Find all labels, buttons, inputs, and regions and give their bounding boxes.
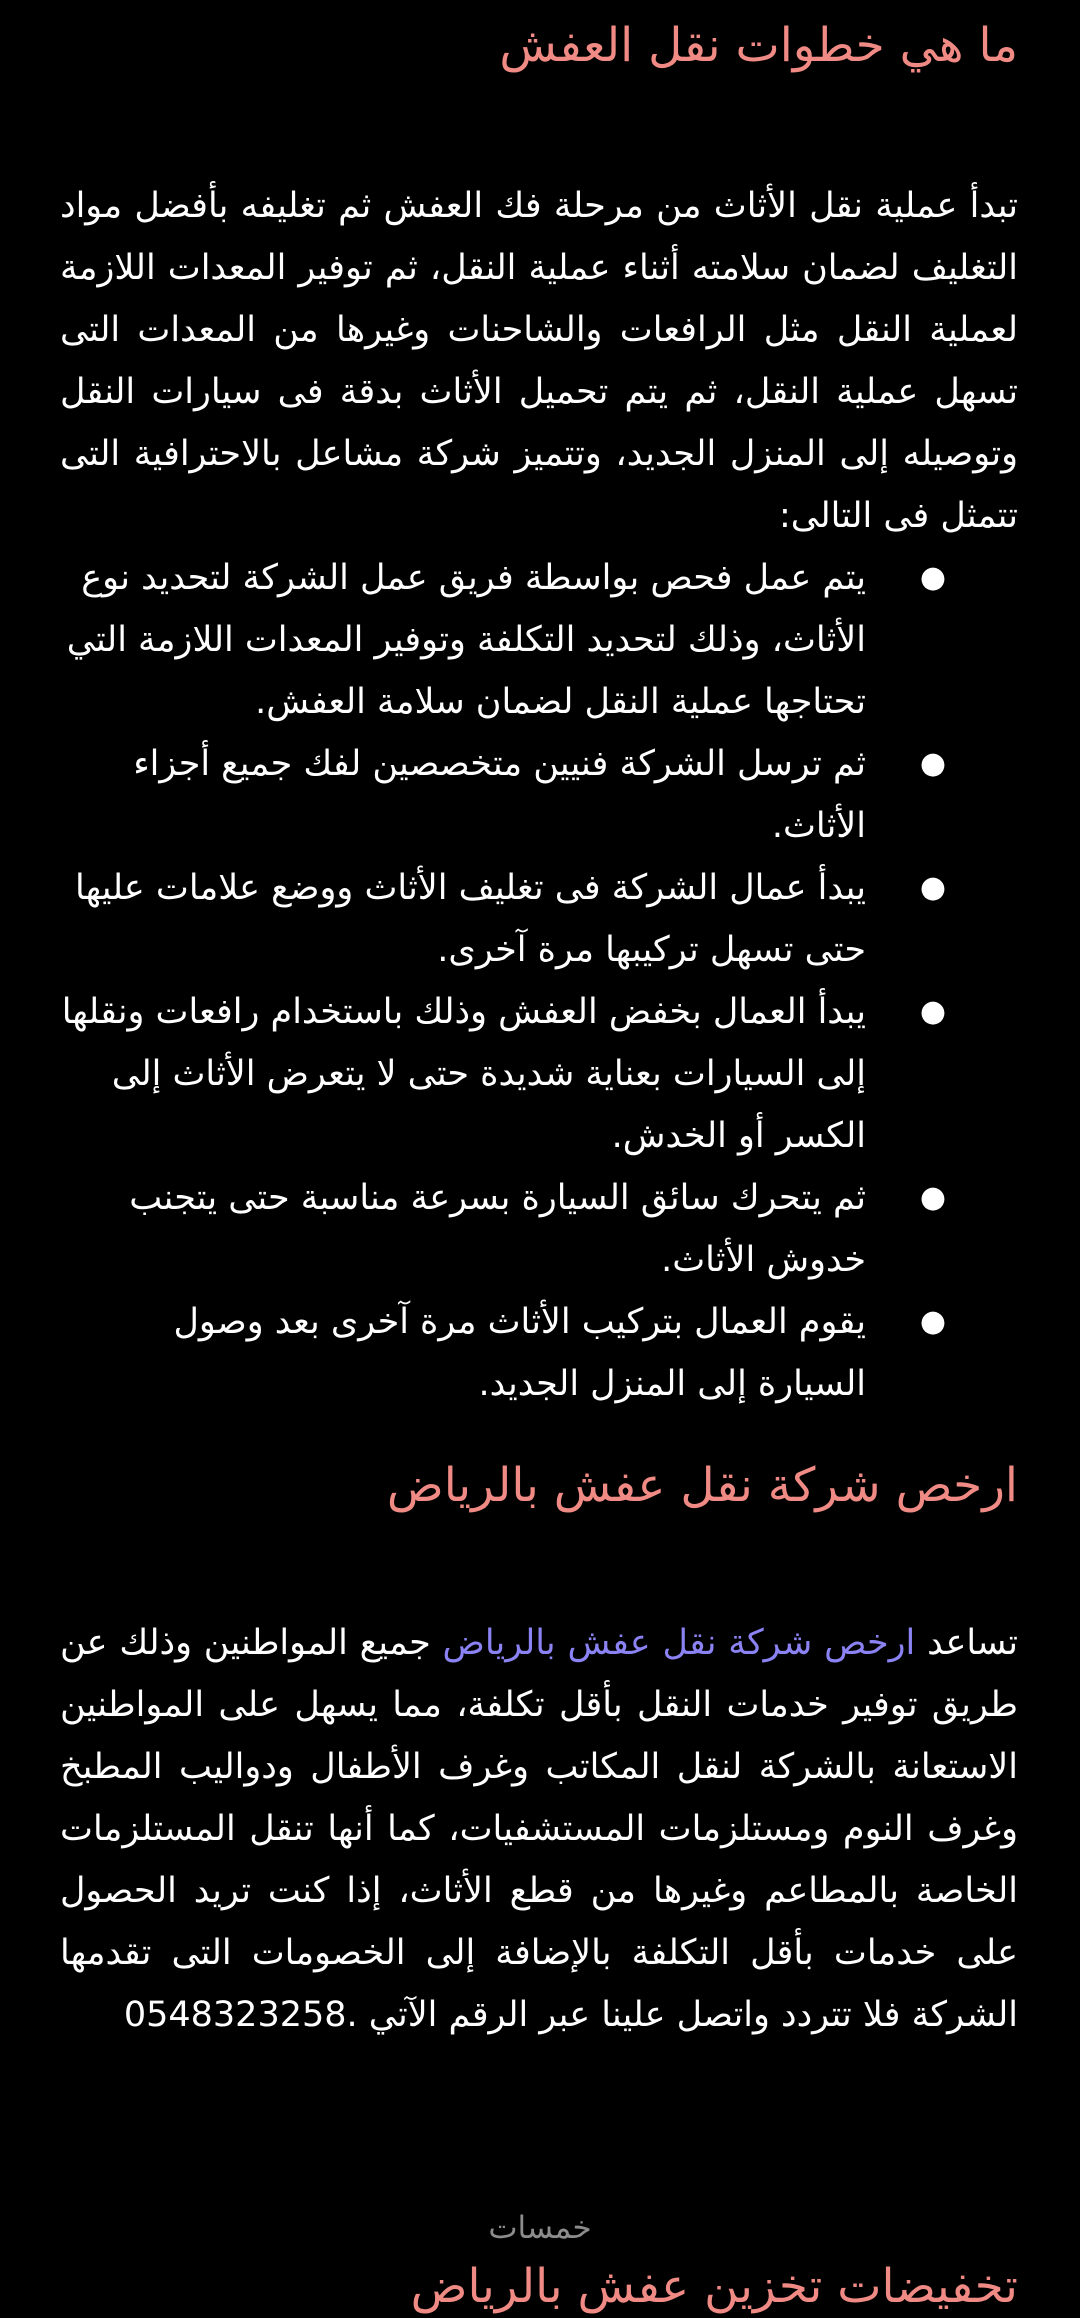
section-heading-storage-discounts: تخفيضات تخزين عفش بالرياض: [410, 2259, 1018, 2314]
list-item: [60, 857, 946, 981]
moving-steps-intro-paragraph: تبدأ عملية نقل الأثاث من مرحلة فك العفش ثم تغليفه بأفضل مواد التغليف لضمان سلامته أثناء عملية النقل، ثم توفير المعدات اللازمة لعملية النقل مثل الرافعات والشاحنات وغيرها من المعدات التى تسهل عملية النقل، ثم يتم تحميل الأثاث بدقة فى سيارات النقل وتوصيله إلى المنزل الجديد، وتتميز شركة مشاعل بالاحترافية التى تتمثل فى التالى:: [60, 186, 1018, 536]
list-item-text: يقوم العمال بتركيب الأثاث مرة آخرى بعد وصول السيارة إلى المنزل الجديد.: [173, 1302, 866, 1404]
list-item: [60, 547, 946, 733]
bullet-icon: ●: [919, 870, 946, 905]
section-heading-cheapest-company: ارخص شركة نقل عفش بالرياض: [386, 1458, 1018, 1513]
cheapest-company-paragraph: [60, 1612, 1018, 2046]
list-item-text: يبدأ العمال بخفض العفش وذلك باستخدام رافعات ونقلها إلى السيارات بعناية شديدة حتى لا يتعرض الأثاث إلى الكسر أو الخدش.: [61, 992, 866, 1156]
bullet-icon: ●: [919, 746, 946, 781]
article-content: [60, 0, 1018, 2046]
bullet-icon: ●: [919, 994, 946, 1029]
list-item-text: ثم يتحرك سائق السيارة بسرعة مناسبة حتى يتجنب خدوش الأثاث.: [129, 1178, 866, 1280]
khamsat-watermark: خمسات: [488, 2210, 592, 2246]
phone-number: 0548323258.: [123, 1995, 358, 2035]
list-item: [60, 733, 946, 857]
moving-steps-list: [60, 547, 1018, 1415]
bullet-icon: ●: [919, 560, 946, 595]
paragraph-rest-text: جميع المواطنين وذلك عن طريق توفير خدمات النقل بأقل تكلفة، مما يسهل على المواطنين الاستعانة بالشركة لنقل المكاتب وغرف الأطفال ودواليب المطبخ وغرف النوم ومستلزمات المستشفيات، كما أنها تنقل المستلزمات الخاصة بالمطاعم وغيرها من قطع الأثاث، إذا كنت تريد الحصول على خدمات بأقل التكلفة بالإضافة إلى الخصومات التى تقدمها الشركة فلا تتردد واتصل علينا عبر الرقم الآتي: [60, 1623, 1018, 2035]
list-item: [60, 1291, 946, 1415]
paragraph-start-text: تساعد: [927, 1623, 1018, 1663]
bullet-icon: ●: [919, 1180, 946, 1215]
list-item: [60, 981, 946, 1167]
list-item-text: يبدأ عمال الشركة فى تغليف الأثاث ووضع علامات عليها حتى تسهل تركيبها مرة آخرى.: [74, 868, 866, 970]
cheapest-company-link[interactable]: ارخص شركة نقل عفش بالرياض: [442, 1623, 916, 1663]
list-item-text: يتم عمل فحص بواسطة فريق عمل الشركة لتحديد نوع الأثاث، وذلك لتحديد التكلفة وتوفير المعدات اللازمة التي تحتاجها عملية النقل لضمان سلامة العفش.: [66, 558, 866, 722]
list-item-text: ثم ترسل الشركة فنيين متخصصين لفك جميع أجزاء الأثاث.: [133, 744, 866, 846]
bullet-icon: ●: [919, 1304, 946, 1339]
section-heading-moving-steps: ما هي خطوات نقل العفش: [499, 18, 1018, 73]
list-item: [60, 1167, 946, 1291]
